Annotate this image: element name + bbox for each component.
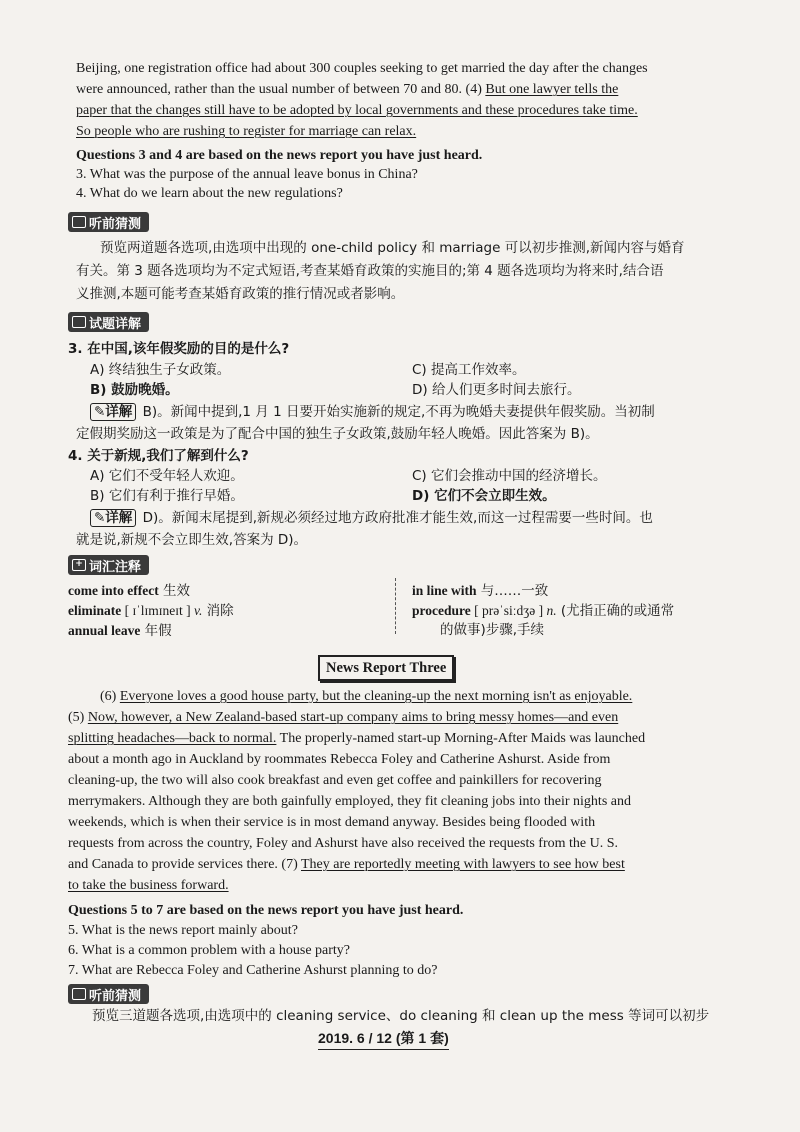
- vocab-procedure: procedure [ prəˈsiːdʒə ] n. (尤指正确的或通常: [412, 603, 675, 619]
- detail-tag: ✎详解: [90, 403, 136, 421]
- questions-3-4-header: Questions 3 and 4 are based on the news report you have just heard.: [76, 148, 483, 163]
- news-report-three-title: News Report Three: [318, 655, 454, 681]
- report2-line4: So people who are rushing to register for marriage can relax.: [76, 124, 417, 139]
- predict1-line1: 预览两道题各选项,由选项中出现的 one-child policy 和 marriage 可以初步推测,新闻内容与婚育: [100, 240, 685, 256]
- report2-line3: paper that the changes still have to be adopted by local governments and these procedures take time.: [76, 103, 638, 118]
- report2-line1: Beijing, one registration office had about 300 couples seeking to get married the day after the changes: [76, 61, 648, 76]
- detail-tag: ✎详解: [90, 509, 136, 527]
- report3-line10: to take the business forward.: [68, 878, 229, 893]
- section-header-predict-2: 听前猜测: [68, 984, 149, 1004]
- report3-line3: splitting headaches—back to normal. The properly-named start-up Morning-After Maids was launched: [68, 731, 646, 746]
- detail-q4-explanation-line2: 就是说,新规不会立即生效,答案为 D)。: [76, 532, 308, 548]
- report3-line2: (5) Now, however, a New Zealand-based start-up company aims to bring messy homes—and even: [68, 710, 619, 725]
- questions-5-7-header: Questions 5 to 7 are based on the news report you have just heard.: [68, 903, 464, 918]
- detail-q4-option-d: D) 它们不会立即生效。: [412, 488, 556, 504]
- folder-icon: [72, 216, 86, 228]
- vocab-annual-leave: annual leave 年假: [68, 623, 172, 639]
- detail-q3-option-a: A) 终结独生子女政策。: [90, 362, 231, 378]
- detail-q4-option-b: B) 它们有利于推行早婚。: [90, 488, 244, 504]
- detail-q3-option-c: C) 提高工作效率。: [412, 362, 526, 378]
- detail-q3-explanation-line2: 定假期奖励这一政策是为了配合中国的独生子女政策,鼓励年轻人晚婚。因此答案为 B)。: [76, 426, 599, 442]
- detail-q4-option-c: C) 它们会推动中国的经济增长。: [412, 468, 607, 484]
- question-5: 5. What is the news report mainly about?: [68, 923, 298, 938]
- folder-icon: [72, 988, 86, 1000]
- report3-line1: (6) Everyone loves a good house party, but the cleaning-up the next morning isn't as enjoyable.: [100, 689, 633, 704]
- question-6: 6. What is a common problem with a house party?: [68, 943, 351, 958]
- report3-line8: requests from across the country, Foley and Ashurst have also received the requests from the U. S.: [68, 836, 619, 851]
- question-4: 4. What do we learn about the new regulations?: [76, 186, 343, 201]
- section-header-vocab: + 词汇注释: [68, 555, 149, 575]
- document-icon: [72, 316, 86, 328]
- section-header-predict: 听前猜测: [68, 212, 149, 232]
- report3-line7: weekends, which is when their service is in most demand anyway. Besides being flooded with: [68, 815, 596, 830]
- detail-q3: 3. 在中国,该年假奖励的目的是什么?: [68, 341, 290, 357]
- section-header-detail: 试题详解: [68, 312, 149, 332]
- detail-q3-explanation-line1: ✎详解 B)。新闻中提到,1 月 1 日要开始实施新的规定,不再为晚婚夫妻提供年假奖励。当初制: [90, 402, 655, 423]
- question-7: 7. What are Rebecca Foley and Catherine Ashurst planning to do?: [68, 963, 438, 978]
- page-footer: 2019. 6 / 12 (第 1 套): [318, 1028, 449, 1050]
- report3-line5: cleaning-up, the two will also cook breakfast and even get coffee and painkillers for recovering: [68, 773, 602, 788]
- detail-q3-option-d: D) 给人们更多时间去旅行。: [412, 382, 581, 398]
- report2-line2: were announced, rather than the usual number of between 70 and 80. (4) But one lawyer tells the: [76, 82, 619, 97]
- vocab-procedure-cont: 的做事)步骤,手续: [440, 622, 545, 638]
- vocab-in-line-with: in line with 与……一致: [412, 583, 549, 599]
- question-3: 3. What was the purpose of the annual leave bonus in China?: [76, 167, 418, 182]
- report3-line9: and Canada to provide services there. (7) They are reportedly meeting with lawyers to see how best: [68, 857, 625, 872]
- detail-q4-option-a: A) 它们不受年轻人欢迎。: [90, 468, 244, 484]
- predict1-line2: 有关。第 3 题各选项均为不定式短语,考查某婚育政策的实施目的;第 4 题各选项均为将来时,结合语: [76, 263, 664, 279]
- detail-q4: 4. 关于新规,我们了解到什么?: [68, 448, 249, 464]
- detail-q4-explanation-line1: ✎详解 D)。新闻末尾提到,新规必须经过地方政府批准才能生效,而这一过程需要一些时间。也: [90, 508, 653, 529]
- vocab-come-into-effect: come into effect 生效: [68, 583, 190, 599]
- report3-line4: about a month ago in Auckland by roommates Rebecca Foley and Catherine Ashurst. Aside from: [68, 752, 611, 767]
- predict1-line3: 义推测,本题可能考查某婚育政策的推行情况或者影响。: [76, 286, 405, 302]
- plus-icon: +: [72, 559, 86, 571]
- detail-q3-option-b: B) 鼓励晚婚。: [90, 382, 179, 398]
- report3-line6: merrymakers. Although they are both gainfully employed, they fit cleaning jobs into their nights and: [68, 794, 631, 809]
- predict2-line1: 预览三道题各选项,由选项中的 cleaning service、do cleaning 和 clean up the mess 等词可以初步: [92, 1008, 710, 1024]
- vocab-eliminate: eliminate [ ɪˈlɪmɪneɪt ] v. 消除: [68, 603, 234, 619]
- vocab-divider: [395, 578, 396, 634]
